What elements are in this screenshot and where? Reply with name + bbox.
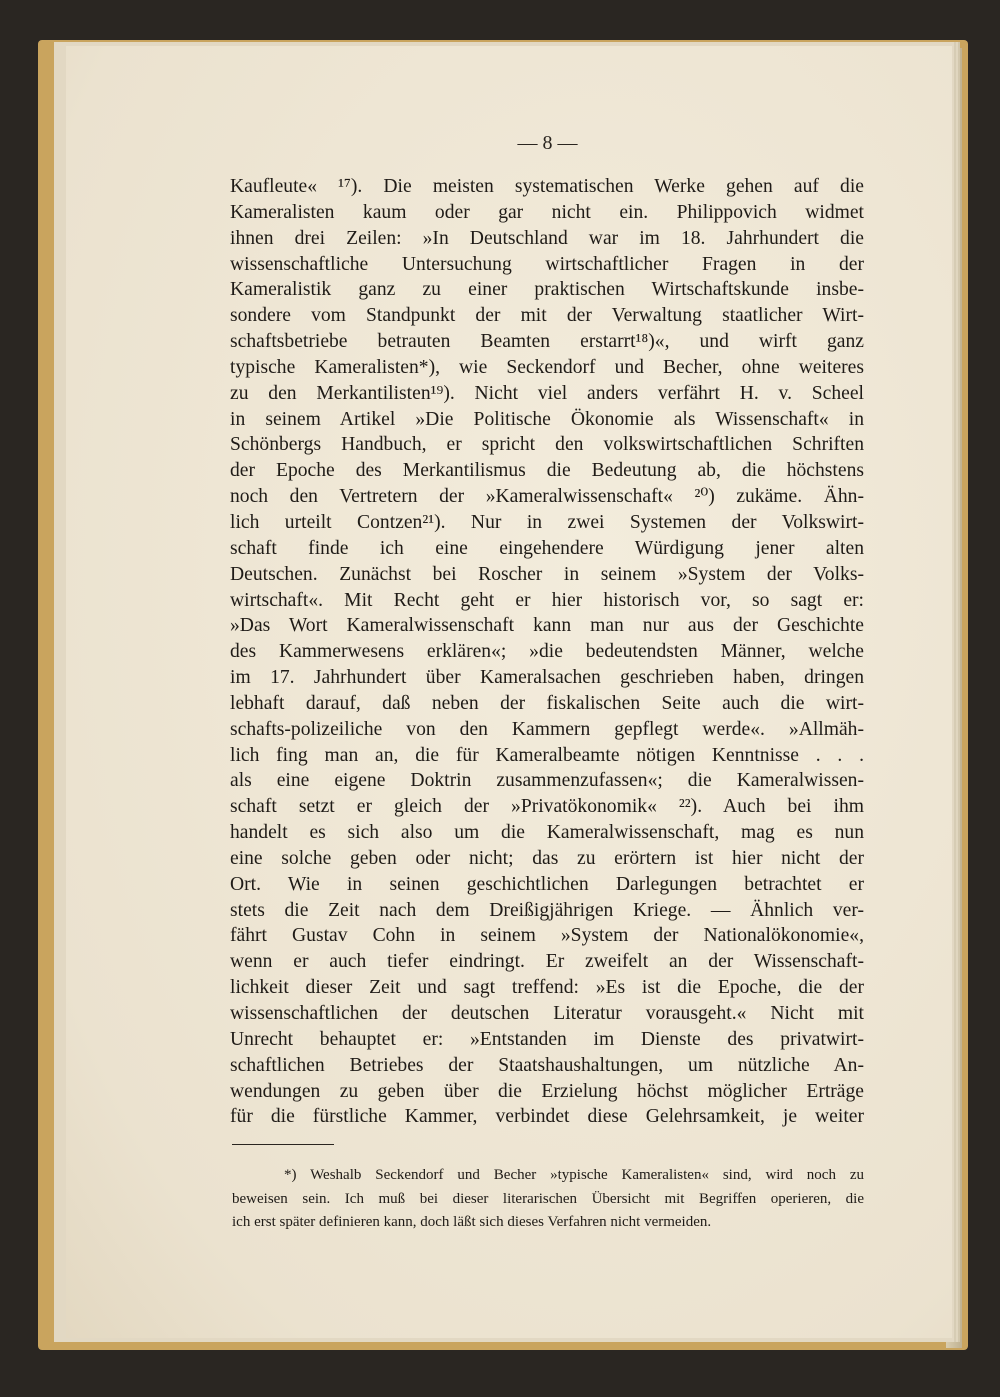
body-line: sondere vom Standpunkt der mit der Verwaltung staatlicher Wirt- xyxy=(230,305,864,327)
body-line: in seinem Artikel »Die Politische Ökonomie als Wissenschaft« in xyxy=(230,408,864,430)
body-line: noch den Vertretern der »Kameralwissenschaft« ²⁰) zukäme. Ähn- xyxy=(230,486,864,508)
body-line: im 17. Jahrhundert über Kameralsachen geschrieben haben, dringen xyxy=(230,667,864,689)
body-line: Deutschen. Zunächst bei Roscher in seinem »System der Volks- xyxy=(230,563,864,585)
body-line: »Das Wort Kameralwissenschaft kann man nur aus der Geschichte xyxy=(230,615,864,637)
body-line: lichkeit dieser Zeit und sagt treffend: »Es ist die Epoche, die der xyxy=(230,977,864,999)
body-line: Kameralistik ganz zu einer praktischen Wirtschaftskunde insbe- xyxy=(230,279,864,301)
body-line: für die fürstliche Kammer, verbindet diese Gelehrsamkeit, je weiter xyxy=(230,1106,864,1128)
footnotes xyxy=(232,1164,864,1235)
body-line: fährt Gustav Cohn in seinem »System der Nationalökonomie«, xyxy=(230,925,864,947)
body-line: handelt es sich also um die Kameralwissenschaft, mag es nun xyxy=(230,822,864,844)
body-line: stets die Zeit nach dem Dreißigjährigen Kriege. — Ähnlich ver- xyxy=(230,899,864,921)
body-line: zu den Merkantilisten¹⁹). Nicht viel anders verfährt H. v. Scheel xyxy=(230,382,864,404)
body-line: Unrecht behauptet er: »Entstanden im Dienste des privatwirt- xyxy=(230,1028,864,1050)
page-number: — 8 — xyxy=(517,132,578,154)
body-line: Kaufleute« ¹⁷). Die meisten systematischen Werke gehen auf die xyxy=(230,176,864,197)
footnote-line: ich erst später definieren kann, doch läßt sich dieses Verfahren nicht vermeiden. xyxy=(232,1214,712,1230)
body-line: wissenschaftliche Untersuchung wirtschaftlicher Fragen in der xyxy=(230,253,864,275)
body-line: Ort. Wie in seinen geschichtlichen Darlegungen betrachtet er xyxy=(230,873,864,895)
body-text xyxy=(230,174,864,1130)
body-line: Schönbergs Handbuch, er spricht den volkswirtschaftlichen Schriften xyxy=(230,434,864,456)
body-line: wenn er auch tiefer eindringt. Er zweifelt an der Wissenschaft- xyxy=(230,951,864,973)
body-line: schafts-polizeiliche von den Kammern gepflegt werde«. »Allmäh- xyxy=(230,718,864,740)
body-line: ihnen drei Zeilen: »In Deutschland war im 18. Jahrhundert die xyxy=(230,227,864,249)
body-line: schaftsbetriebe betrauten Beamten erstarrt¹⁸)«, und wirft ganz xyxy=(230,331,864,353)
body-line: lebhaft darauf, daß neben der fiskalischen Seite auch die wirt- xyxy=(230,692,864,714)
body-line: wendungen zu geben über die Erzielung höchst möglicher Erträge xyxy=(230,1080,864,1102)
body-line: schaftlichen Betriebes der Staatshaushaltungen, um nützliche An- xyxy=(230,1054,864,1076)
body-line: lich urteilt Contzen²¹). Nur in zwei Systemen der Volkswirt- xyxy=(230,511,864,533)
footnote-line: *) Weshalb Seckendorf und Becher »typische Kameralisten« sind, wird noch zu xyxy=(284,1167,864,1183)
body-line: wissenschaftlichen der deutschen Literatur vorausgeht.« Nicht mit xyxy=(230,1003,864,1024)
body-line: Kameralisten kaum oder gar nicht ein. Philippovich widmet xyxy=(230,201,864,223)
body-line: des Kammerwesens erklären«; »die bedeutendsten Männer, welche xyxy=(230,641,864,663)
body-line: wirtschaft«. Mit Recht geht er hier historisch vor, so sagt er: xyxy=(230,589,864,611)
body-line: typische Kameralisten*), wie Seckendorf und Becher, ohne weiteres xyxy=(230,356,864,378)
body-line: schaft finde ich eine eingehendere Würdigung jener alten xyxy=(230,537,864,559)
footnote-separator xyxy=(232,1144,334,1145)
body-line: lich fing man an, die für Kameralbeamte nötigen Kenntnisse . . . xyxy=(230,744,864,766)
body-line: eine solche geben oder nicht; das zu erörtern ist hier nicht der xyxy=(230,847,864,869)
footnote-line: beweisen sein. Ich muß bei dieser literarischen Übersicht mit Begriffen operieren, die xyxy=(232,1190,864,1207)
body-line: schaft setzt er gleich der »Privatökonomik« ²²). Auch bei ihm xyxy=(230,796,864,818)
body-line: der Epoche des Merkantilismus die Bedeutung ab, die höchstens xyxy=(230,460,864,482)
body-line: als eine eigene Doktrin zusammenzufassen«; die Kameralwissen- xyxy=(230,770,864,792)
